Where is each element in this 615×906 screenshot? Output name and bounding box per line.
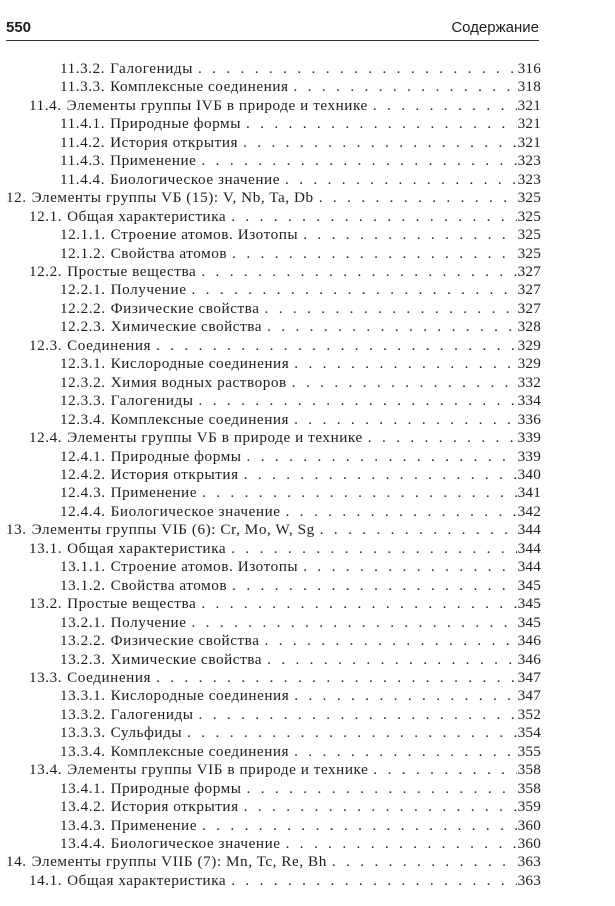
toc-entry-title: Свойства атомов [110,244,228,262]
toc-entry-number: 11.4. [29,96,62,114]
dot-leader [191,281,516,299]
dot-leader [156,669,517,687]
dot-leader [320,521,517,539]
dot-leader [231,208,516,226]
toc-entry [0,60,541,78]
toc-entry-number: 12. [6,189,27,207]
toc-entry [0,152,541,170]
dot-leader [265,632,517,650]
toc-entry-title: Сульфиды [110,724,183,742]
toc-entry-title: Галогениды [110,705,194,723]
toc-entry [0,374,541,392]
toc-entry-page: 325 [517,189,541,207]
dot-leader [246,115,517,133]
dot-leader [332,853,517,871]
toc-entry-title: Строение атомов. Изотопы [110,226,299,244]
toc-entry-page: 339 [517,447,541,465]
toc-entry-page: 360 [517,816,541,834]
toc-entry-number: 12.2.3. [60,318,106,336]
toc-entry-number: 13.2.2. [60,632,106,650]
toc-entry [0,134,541,152]
toc-entry [0,115,541,133]
toc-entry [0,595,541,613]
dot-leader [199,392,517,410]
toc-entry-number: 12.4.4. [60,502,106,520]
toc-entry-page: 358 [517,761,541,779]
toc-entry-number: 13.3.2. [60,705,106,723]
toc-entry-number: 12.4. [29,429,63,447]
toc-entry-title: Элементы группы IVБ в природе и технике [66,96,368,114]
toc-entry-page: 327 [517,299,541,317]
toc-entry-number: 11.4.2. [60,133,106,151]
toc-entry-page: 323 [517,170,541,188]
toc-entry [0,651,541,669]
toc-entry [0,466,541,484]
dot-leader [244,798,517,816]
toc-entry-title: Элементы группы VБ в природе и технике [67,429,363,447]
toc-entry [0,226,541,244]
toc-entry-title: Природные формы [110,447,242,465]
dot-leader [373,761,516,779]
toc-entry-title: Применение [110,484,198,502]
toc-entry [0,300,541,318]
toc-entry-page: 345 [517,576,541,594]
running-header [6,18,539,41]
toc-entry [0,318,541,336]
toc-entry-number: 13.3.3. [60,724,106,742]
toc-entry-title: Элементы группы VIБ (6): Cr, Mo, W, Sg [31,521,315,539]
toc-entry [0,263,541,281]
toc-entry-page: 318 [517,78,541,96]
toc-entry-page: 363 [517,871,541,889]
toc-entry-page: 341 [517,484,541,502]
toc-entry-title: Комплексные соединения [110,410,290,428]
toc-entry-title: Биологическое значение [110,170,280,188]
toc-entry-page: 363 [517,853,541,871]
toc-entry [0,632,541,650]
toc-entry-page: 352 [517,705,541,723]
toc-entry [0,189,541,207]
toc-entry-page: 339 [517,429,541,447]
toc-entry-page: 347 [517,687,541,705]
toc-entry [0,337,541,355]
toc-entry-number: 13.3. [29,668,63,686]
toc-entry-title: Элементы группы VIIБ (7): Mn, Tc, Re, Bh [31,853,327,871]
toc-entry-title: Комплексные соединения [110,78,289,96]
toc-entry [0,245,541,263]
dot-leader [286,835,517,853]
dot-leader [294,355,516,373]
toc-entry [0,558,541,576]
toc-entry-page: 336 [517,410,541,428]
dot-leader [294,78,517,96]
toc-entry-page: 323 [517,152,541,170]
toc-entry-number: 13.4.4. [60,835,106,853]
toc-entry-page: 344 [517,539,541,557]
dot-leader [231,872,516,890]
toc-entry-page: 329 [517,355,541,373]
toc-entry-page: 354 [517,724,541,742]
dot-leader [201,152,516,170]
table-of-contents [0,60,541,890]
toc-entry-title: Физические свойства [110,632,260,650]
toc-entry [0,835,541,853]
toc-entry-page: 328 [517,318,541,336]
toc-entry-page: 332 [517,373,541,391]
dot-leader [243,134,517,152]
toc-entry-title: История открытия [110,133,239,151]
toc-entry-number: 13.4.1. [60,779,106,797]
toc-entry-number: 12.2.2. [60,299,106,317]
toc-entry [0,281,541,299]
toc-entry-page: 347 [517,668,541,686]
toc-entry-page: 345 [517,613,541,631]
page-number: 550 [6,19,32,36]
toc-entry [0,780,541,798]
toc-entry-title: Биологическое значение [110,502,281,520]
toc-entry-title: Физические свойства [110,299,260,317]
dot-leader [285,171,517,189]
toc-entry-number: 13.2. [29,595,63,613]
toc-entry-number: 13.3.1. [60,687,106,705]
toc-entry-number: 13.4.2. [60,798,106,816]
toc-entry-number: 11.3.3. [60,78,106,96]
dot-leader [232,245,516,263]
toc-entry-page: 340 [517,465,541,483]
toc-entry-title: Простые вещества [67,262,197,280]
dot-leader [303,226,516,244]
dot-leader [286,503,517,521]
toc-entry-title: Галогениды [110,60,193,77]
toc-entry [0,78,541,96]
dot-leader [373,97,517,115]
dot-leader [244,466,517,484]
toc-entry-page: 342 [517,502,541,520]
toc-entry-title: История открытия [110,465,239,483]
toc-entry [0,817,541,835]
dot-leader [201,263,516,281]
dot-leader [267,651,517,669]
toc-entry-number: 11.4.4. [60,170,106,188]
toc-entry [0,503,541,521]
toc-entry [0,687,541,705]
toc-entry-title: Соединения [67,336,152,354]
toc-entry-title: Элементы группы VБ (15): V, Nb, Ta, Db [31,189,314,207]
dot-leader [292,374,517,392]
toc-entry-page: 359 [517,798,541,816]
toc-entry-page: 325 [517,244,541,262]
dot-leader [247,448,517,466]
dot-leader [199,706,517,724]
toc-entry-title: Биологическое значение [110,835,281,853]
running-title: Содержание [451,19,539,36]
toc-entry [0,798,541,816]
toc-entry-title: Галогениды [110,392,194,410]
toc-entry-title: Общая характеристика [67,207,227,225]
toc-entry-number: 13.4.3. [60,816,106,834]
toc-entry-number: 13.3.4. [60,742,106,760]
dot-leader [202,484,517,502]
toc-entry-number: 11.4.1. [60,115,106,133]
toc-entry-page: 358 [517,779,541,797]
toc-entry-number: 12.1.1. [60,226,106,244]
toc-entry [0,872,541,890]
toc-entry-title: Строение атомов. Изотопы [110,558,299,576]
toc-entry-page: 321 [517,96,541,114]
dot-leader [294,411,517,429]
dot-leader [294,687,516,705]
toc-entry [0,448,541,466]
toc-entry [0,540,541,558]
toc-entry [0,355,541,373]
toc-entry-number: 12.3. [29,336,63,354]
toc-entry-title: Химия водных растворов [110,373,287,391]
toc-entry [0,429,541,447]
toc-entry-number: 12.4.1. [60,447,106,465]
toc-entry-number: 12.3.2. [60,373,106,391]
toc-entry [0,521,541,539]
toc-entry-title: Получение [110,281,187,299]
toc-entry [0,853,541,871]
toc-entry-number: 13.2.3. [60,650,106,668]
toc-entry-title: Применение [110,152,197,170]
toc-entry-title: Свойства атомов [110,576,228,594]
toc-entry [0,411,541,429]
toc-entry-title: Простые вещества [67,595,197,613]
dot-leader [231,540,516,558]
toc-entry-number: 13.1.1. [60,558,106,576]
toc-entry-page: 327 [517,281,541,299]
toc-entry-page: 346 [517,650,541,668]
toc-entry-page: 321 [517,133,541,151]
toc-entry-title: Соединения [67,668,152,686]
toc-entry-title: Получение [110,613,187,631]
toc-entry-number: 12.3.3. [60,392,106,410]
dot-leader [232,577,516,595]
dot-leader [319,189,517,207]
toc-entry [0,392,541,410]
toc-entry-page: 360 [517,835,541,853]
toc-entry-number: 12.4.2. [60,465,106,483]
toc-entry-number: 13.1. [29,539,63,557]
toc-entry-number: 13.1.2. [60,576,106,594]
toc-entry [0,208,541,226]
toc-entry-title: Общая характеристика [67,871,227,889]
toc-entry-page: 316 [517,60,541,77]
toc-entry-page: 321 [517,115,541,133]
dot-leader [187,724,517,742]
toc-entry-page: 334 [517,392,541,410]
toc-entry-number: 12.3.4. [60,410,106,428]
toc-entry [0,669,541,687]
toc-entry [0,97,541,115]
toc-entry-page: 329 [517,336,541,354]
toc-entry-title: История открытия [110,798,239,816]
toc-entry [0,577,541,595]
toc-entry-number: 12.1.2. [60,244,106,262]
toc-entry-title: Кислородные соединения [110,687,290,705]
toc-entry-number: 11.4.3. [60,152,106,170]
dot-leader [201,595,516,613]
toc-entry [0,724,541,742]
toc-entry [0,743,541,761]
toc-entry-page: 344 [517,521,541,539]
toc-entry-title: Природные формы [110,779,242,797]
toc-entry-title: Комплексные соединения [110,742,290,760]
toc-entry-page: 344 [517,558,541,576]
dot-leader [303,558,516,576]
toc-entry-number: 13.4. [29,761,63,779]
dot-leader [202,817,517,835]
toc-entry-number: 12.2. [29,262,63,280]
toc-entry-page: 327 [517,262,541,280]
toc-entry-number: 14. [6,853,27,871]
toc-entry-title: Химические свойства [110,318,263,336]
toc-entry [0,171,541,189]
toc-entry-page: 325 [517,226,541,244]
dot-leader [294,743,517,761]
toc-entry-page: 345 [517,595,541,613]
dot-leader [191,614,516,632]
toc-entry-number: 13.2.1. [60,613,106,631]
toc-entry-number: 12.4.3. [60,484,106,502]
dot-leader [368,429,517,447]
dot-leader [247,780,517,798]
dot-leader [156,337,517,355]
toc-entry [0,706,541,724]
toc-entry-page: 325 [517,207,541,225]
toc-entry-title: Кислородные соединения [110,355,290,373]
toc-entry-page: 355 [517,742,541,760]
toc-entry-number: 12.1. [29,207,63,225]
toc-entry-title: Химические свойства [110,650,263,668]
toc-entry-page: 346 [517,632,541,650]
toc-entry-number: 12.2.1. [60,281,106,299]
toc-entry-number: 14.1. [29,871,63,889]
dot-leader [265,300,517,318]
dot-leader [267,318,517,336]
toc-entry-number: 13. [6,521,27,539]
toc-entry-title: Применение [110,816,198,834]
toc-entry [0,484,541,502]
toc-entry [0,614,541,632]
toc-entry-title: Элементы группы VIБ в природе и технике [67,761,369,779]
toc-entry-number: 11.3.2. [60,60,106,77]
toc-entry [0,761,541,779]
toc-entry-number: 12.3.1. [60,355,106,373]
toc-entry-title: Природные формы [110,115,241,133]
dot-leader [198,60,517,78]
toc-entry-title: Общая характеристика [67,539,227,557]
